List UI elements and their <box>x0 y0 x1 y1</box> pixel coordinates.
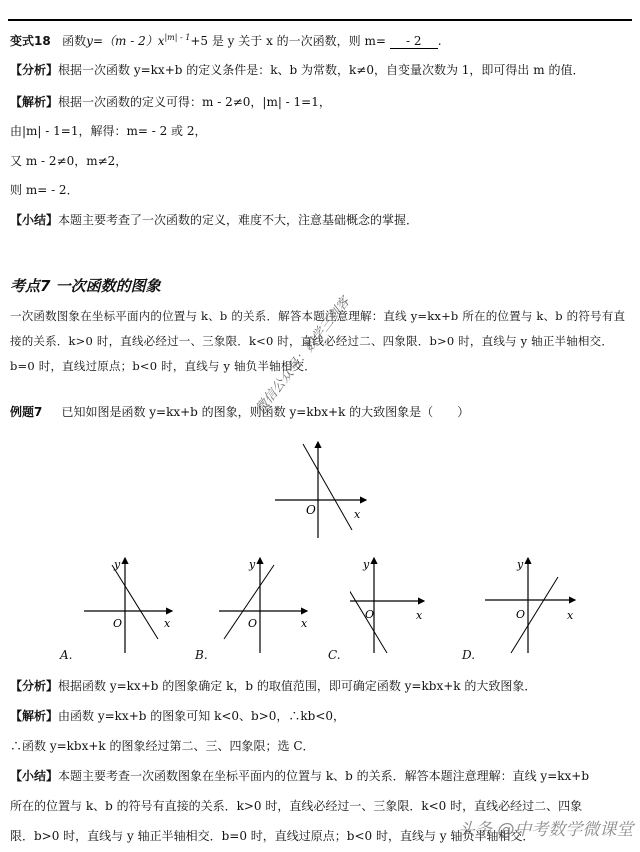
example-summary-3: 限．b>0 时，直线与 y 轴正半轴相交．b=0 时，直线过原点；b<0 时，直线与 y 轴负半轴相交． <box>10 829 535 843</box>
variant-solution <box>10 94 331 110</box>
option-a-graph[interactable] <box>80 555 180 655</box>
option-b-label[interactable]: B. <box>195 648 208 662</box>
solution-text: 根据一次函数的定义可得：m - 2≠0，|m| - 1=1， <box>58 95 331 109</box>
example-summary-2: 所在的位置与 k、b 的符号有直接的关系．k>0 时，直线必经过一、三象限．k<0 时，直线必经过二、四象 <box>10 799 583 813</box>
footer-watermark: 头条 @中考数学微课堂 <box>458 820 634 840</box>
variant-question <box>10 30 442 49</box>
solution-tag: 【解析】 <box>10 709 59 723</box>
variant-summary <box>10 212 418 228</box>
section-heading: 考点7 一次函数的图象 <box>10 277 161 295</box>
solution-tag: 【解析】 <box>10 95 59 109</box>
analysis-tag: 【分析】 <box>10 63 59 77</box>
svg-text:O: O <box>365 608 375 621</box>
solution-step-3: 则 m= - 2． <box>10 183 79 197</box>
example-solution <box>10 708 345 724</box>
example-question-text: 已知如图是函数 y=kx+b 的图象，则函数 y=kbx+k 的大致图象是（ ） <box>61 405 470 419</box>
example-analysis <box>10 678 536 694</box>
analysis-text: 根据一次函数 y=kx+b 的定义条件是：k、b 为常数，k≠0，自变量次数为 1，即可得出 m 的值． <box>58 63 585 77</box>
svg-text:y: y <box>363 558 370 571</box>
example-question <box>10 404 469 420</box>
solution-step-1: 由|m| - 1=1，解得：m= - 2 或 2， <box>10 124 207 138</box>
option-c-label[interactable]: C. <box>328 648 341 662</box>
analysis-text: 根据函数 y=kx+b 的图象确定 k，b 的取值范围，即可确定函数 y=kbx+k 的大致图象． <box>58 679 537 693</box>
top-rule <box>8 19 632 21</box>
option-b-graph[interactable] <box>215 555 315 655</box>
option-d-graph[interactable] <box>485 555 585 655</box>
diagonal-watermark: 微信公众号：数学三剑客 <box>253 294 354 417</box>
main-x-label: x <box>354 508 361 521</box>
summary-text: 本题主要考查了一次函数的定义，难度不大，注意基础概念的掌握． <box>58 213 419 227</box>
svg-text:O: O <box>516 608 526 621</box>
summary-text-1: 本题主要考查一次函数图象在坐标平面内的位置与 k、b 的关系．解答本题注意理解：直线 y=kx+b <box>58 769 590 783</box>
example-label: 例题7 <box>10 405 43 419</box>
option-c-graph[interactable] <box>350 555 450 655</box>
svg-text:x: x <box>164 617 171 630</box>
question-end: . <box>437 34 442 48</box>
analysis-tag: 【分析】 <box>10 679 59 693</box>
summary-tag: 【小结】 <box>10 769 59 783</box>
svg-text:y: y <box>517 558 524 571</box>
svg-text:O: O <box>248 617 258 630</box>
question-formula: y=（m - 2）x <box>86 34 165 48</box>
svg-text:O: O <box>113 617 123 630</box>
section-intro: 一次函数图象在坐标平面内的位置与 k、b 的关系．解答本题注意理解：直线 y=kx+b 所在的位置与 k、b 的符号有直接的关系．k>0 时，直线必经过一、三象限．k<0 时，直线必经过二、四象限．b>0 时，直线与 y 轴正半轴相交．b=0 时，直线过原点；b<0 时，直线与 y 轴负半轴相交． <box>10 309 626 373</box>
svg-text:x: x <box>301 617 308 630</box>
main-origin-label: O <box>306 503 316 517</box>
question-exponent: |m| - 1 <box>164 33 191 42</box>
variant-analysis <box>10 62 584 78</box>
example-summary-1 <box>10 768 589 784</box>
example-conclusion: ∴函数 y=kbx+k 的图象经过第二、三、四象限；选 C． <box>10 739 315 753</box>
svg-text:y: y <box>114 558 121 571</box>
question-post: +5 是 y 关于 x 的一次函数，则 m= <box>190 34 386 48</box>
solution-text: 由函数 y=kx+b 的图象可知 k<0、b>0，∴kb<0， <box>58 709 346 723</box>
option-d-label[interactable]: D. <box>462 648 476 662</box>
svg-text:x: x <box>416 609 423 622</box>
svg-text:y: y <box>249 558 256 571</box>
solution-step-2: 又 m - 2≠0，m≠2， <box>10 154 128 168</box>
svg-text:x: x <box>567 609 574 622</box>
option-a-label[interactable]: A. <box>60 648 73 662</box>
answer-blank: - 2 <box>390 35 438 49</box>
main-graph <box>270 440 370 540</box>
summary-tag: 【小结】 <box>10 213 59 227</box>
variant-label: 变式18 <box>10 34 51 48</box>
question-pre: 函数 <box>62 34 87 48</box>
